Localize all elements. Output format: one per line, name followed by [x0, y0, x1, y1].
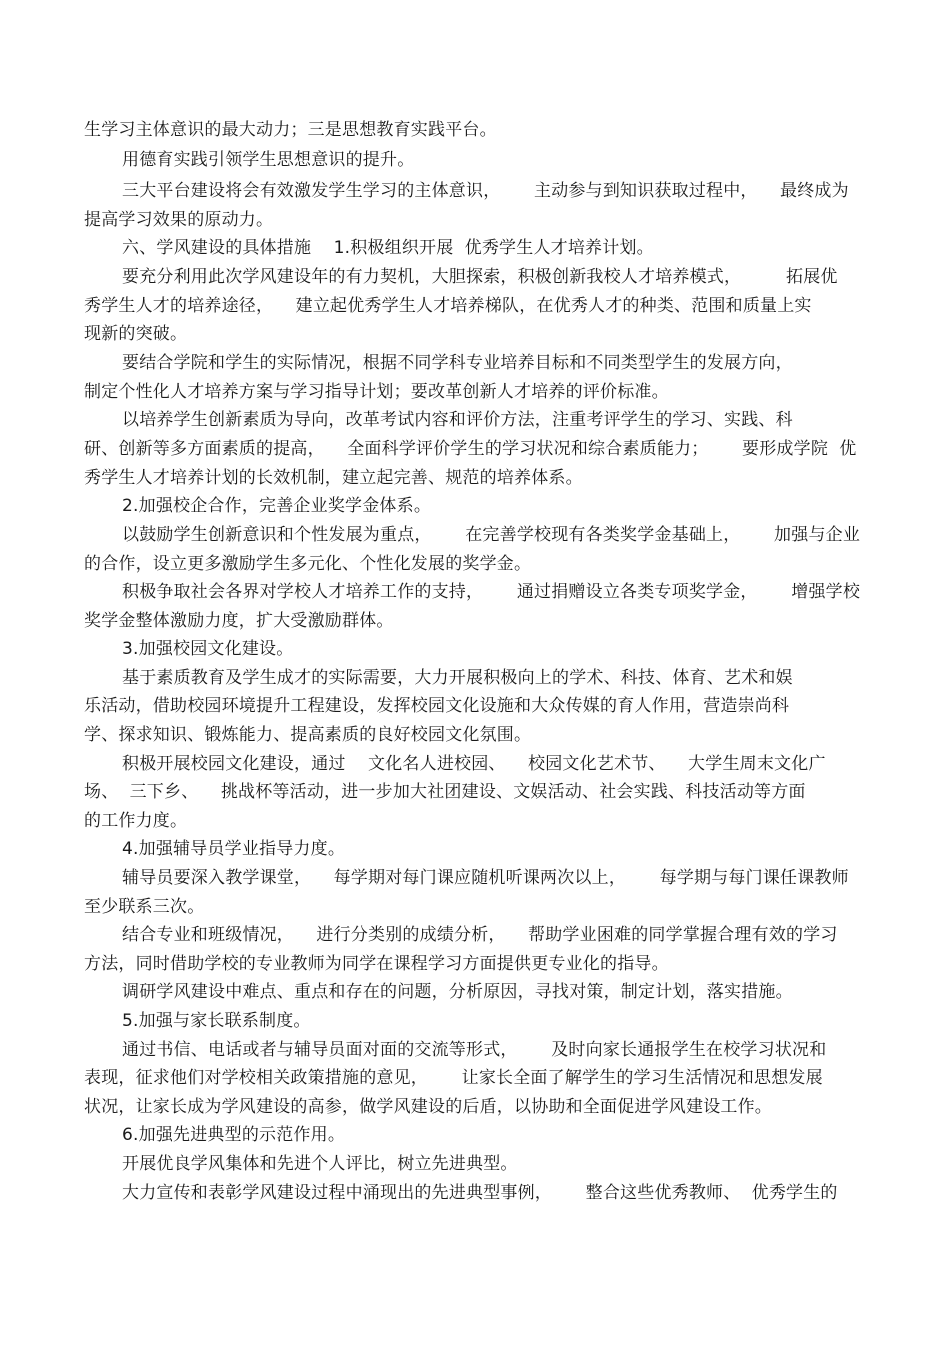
- section-heading: 4.加强辅导员学业指导力度。: [122, 839, 346, 859]
- section-heading: 6.加强先进典型的示范作用。: [122, 1125, 346, 1145]
- section-heading: 2.加强校企合作，完善企业奖学金体系。: [122, 496, 432, 516]
- text-line: 调研学风建设中难点、重点和存在的问题，分析原因，寻找对策，制定计划，落实措施。: [122, 982, 793, 1002]
- text-line: 生学习主体意识的最大动力；三是思想教育实践平台。: [84, 120, 497, 140]
- text-line: 结合专业和班级情况， 进行分类别的成绩分析， 帮助学业困难的同学掌握合理有效的学习: [122, 925, 838, 945]
- text-line: 要结合学院和学生的实际情况，根据不同学科专业培养目标和不同类型学生的发展方向，: [122, 353, 793, 373]
- text-line: 制定个性化人才培养方案与学习指导计划；要改革创新人才培养的评价标准。: [84, 382, 669, 402]
- text-line: 要充分利用此次学风建设年的有力契机，大胆探索，积极创新我校人才培养模式， 拓展优: [122, 267, 838, 287]
- section-heading: 六、学风建设的具体措施 1.积极组织开展 优秀学生人才培养计划。: [122, 238, 654, 258]
- text-line: 方法，同时借助学校的专业教师为同学在课程学习方面提供更专业化的指导。: [84, 954, 669, 974]
- text-line: 积极开展校园文化建设，通过 文化名人进校园、 校园文化艺术节、 大学生周末文化广: [122, 754, 826, 774]
- text-line: 现新的突破。: [84, 324, 188, 344]
- text-line: 通过书信、电话或者与辅导员面对面的交流等形式， 及时向家长通报学生在校学习状况和: [122, 1040, 827, 1060]
- text-line: 以培养学生创新素质为导向，改革考试内容和评价方法，注重考评学生的学习、实践、科: [122, 410, 793, 430]
- text-line: 至少联系三次。: [84, 897, 205, 917]
- text-line: 大力宣传和表彰学风建设过程中涌现出的先进典型事例， 整合这些优秀教师、 优秀学生的: [122, 1183, 838, 1203]
- text-line: 秀学生人才培养计划的长效机制，建立起完善、规范的培养体系。: [84, 468, 583, 488]
- section-heading: 3.加强校园文化建设。: [122, 639, 294, 659]
- text-line: 奖学金整体激励力度，扩大受激励群体。: [84, 611, 394, 631]
- text-line: 辅导员要深入教学课堂， 每学期对每门课应随机听课两次以上， 每学期与每门课任课教师: [122, 868, 849, 888]
- text-line: 积极争取社会各界对学校人才培养工作的支持， 通过捐赠设立各类专项奖学金， 增强学校: [122, 582, 861, 602]
- text-line: 以鼓励学生创新意识和个性发展为重点， 在完善学校现有各类奖学金基础上， 加强与企业: [122, 525, 861, 545]
- text-line: 基于素质教育及学生成才的实际需要，大力开展积极向上的学术、科技、体育、艺术和娱: [122, 668, 793, 688]
- text-line: 提高学习效果的原动力。: [84, 210, 274, 230]
- text-line: 三大平台建设将会有效激发学生学习的主体意识， 主动参与到知识获取过程中， 最终成为: [122, 181, 849, 201]
- text-line: 的工作力度。: [84, 811, 188, 831]
- text-line: 的合作，设立更多激励学生多元化、个性化发展的奖学金。: [84, 554, 532, 574]
- text-line: 学、探求知识、锻炼能力、提高素质的良好校园文化氛围。: [84, 725, 532, 745]
- text-line: 表现，征求他们对学校相关政策措施的意见， 让家长全面了解学生的学习生活情况和思想发展: [84, 1068, 823, 1088]
- text-line: 用德育实践引领学生思想意识的提升。: [122, 150, 415, 170]
- text-line: 场、 三下乡、 挑战杯等活动，进一步加大社团建设、文娱活动、社会实践、科技活动等方面: [84, 782, 806, 802]
- text-line: 开展优良学风集体和先进个人评比，树立先进典型。: [122, 1154, 518, 1174]
- text-line: 秀学生人才的培养途径， 建立起优秀学生人才培养梯队，在优秀人才的种类、范围和质量上实: [84, 296, 812, 316]
- text-line: 乐活动，借助校园环境提升工程建设，发挥校园文化设施和大众传媒的育人作用，营造崇尚科: [84, 696, 790, 716]
- text-line: 状况，让家长成为学风建设的高参，做学风建设的后盾，以协助和全面促进学风建设工作。: [84, 1097, 772, 1117]
- section-heading: 5.加强与家长联系制度。: [122, 1011, 311, 1031]
- text-line: 研、创新等多方面素质的提高， 全面科学评价学生的学习状况和综合素质能力； 要形成学院 优: [84, 439, 857, 459]
